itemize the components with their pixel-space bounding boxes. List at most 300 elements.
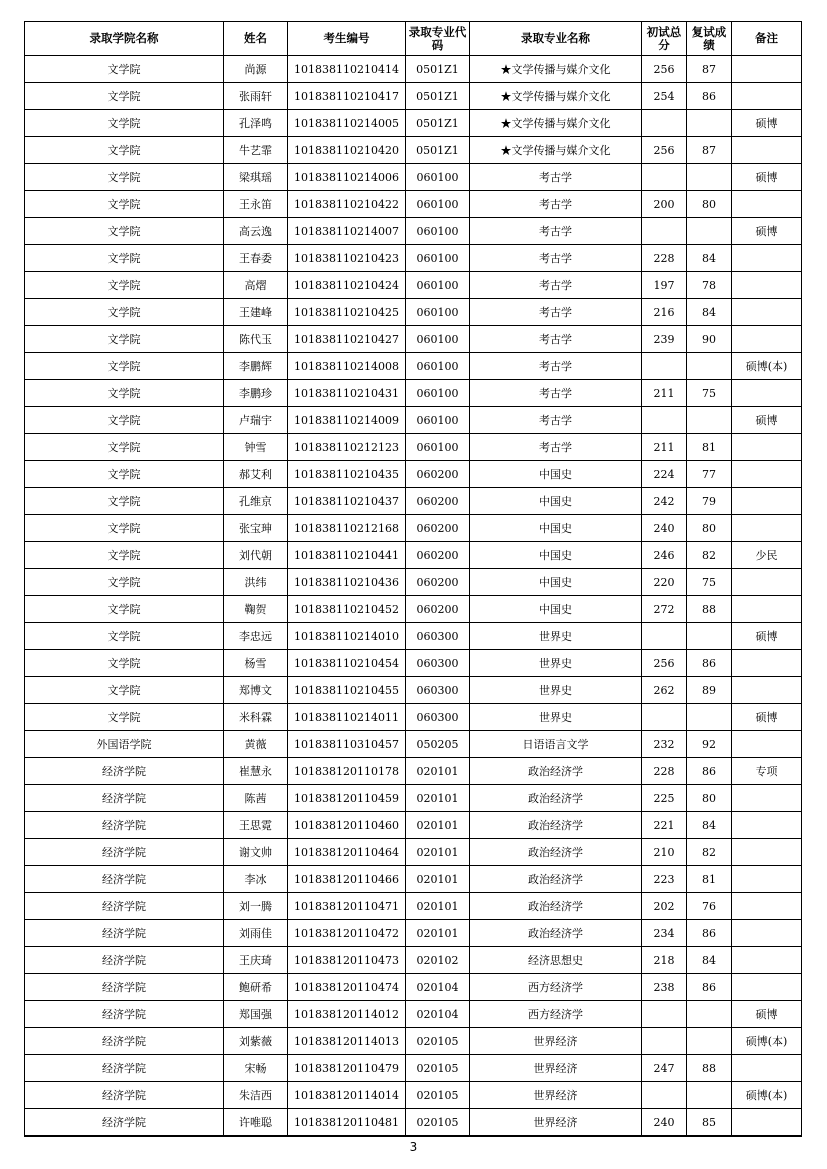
header-remark: 备注 (732, 22, 802, 56)
cell-remark (732, 596, 802, 623)
cell-name: 郑国强 (224, 1001, 288, 1028)
cell-remark: 硕博 (732, 623, 802, 650)
cell-remark (732, 1109, 802, 1137)
cell-remark: 硕博 (732, 407, 802, 434)
cell-major-name: 政治经济学 (470, 893, 642, 920)
cell-major-name: 世界经济 (470, 1055, 642, 1082)
cell-initial-score (642, 1082, 687, 1109)
cell-major-code: 060300 (406, 650, 470, 677)
cell-exam-id: 101838110210435 (288, 461, 406, 488)
table-row (25, 434, 802, 461)
cell-exam-id: 101838110210436 (288, 569, 406, 596)
cell-major-name: 中国史 (470, 596, 642, 623)
cell-retest-score: 86 (687, 758, 732, 785)
table-row (25, 893, 802, 920)
cell-retest-score (687, 407, 732, 434)
cell-retest-score (687, 218, 732, 245)
table-row (25, 866, 802, 893)
cell-name: 刘代朝 (224, 542, 288, 569)
cell-name: 孔泽鸣 (224, 110, 288, 137)
cell-college: 文学院 (25, 110, 224, 137)
cell-initial-score (642, 1028, 687, 1055)
cell-retest-score: 86 (687, 974, 732, 1001)
table-row (25, 704, 802, 731)
cell-major-code: 060100 (406, 353, 470, 380)
cell-name: 黄薇 (224, 731, 288, 758)
cell-major-name: 政治经济学 (470, 758, 642, 785)
cell-major-code: 020105 (406, 1082, 470, 1109)
cell-major-name: 中国史 (470, 515, 642, 542)
table-row (25, 1001, 802, 1028)
cell-name: 张宝珅 (224, 515, 288, 542)
cell-college: 文学院 (25, 83, 224, 110)
cell-name: 尚源 (224, 56, 288, 83)
table-row (25, 758, 802, 785)
cell-major-code: 020101 (406, 839, 470, 866)
cell-name: 谢文帅 (224, 839, 288, 866)
cell-major-name: ★文学传播与媒介文化 (470, 137, 642, 164)
cell-retest-score: 80 (687, 785, 732, 812)
cell-name: 杨雪 (224, 650, 288, 677)
cell-college: 文学院 (25, 623, 224, 650)
cell-major-name: 考古学 (470, 191, 642, 218)
cell-major-name: 世界史 (470, 704, 642, 731)
cell-exam-id: 101838110212123 (288, 434, 406, 461)
cell-initial-score: 256 (642, 137, 687, 164)
cell-initial-score: 232 (642, 731, 687, 758)
cell-major-name: 考古学 (470, 434, 642, 461)
cell-exam-id: 101838110214006 (288, 164, 406, 191)
cell-college: 经济学院 (25, 812, 224, 839)
cell-name: 崔慧永 (224, 758, 288, 785)
cell-college: 经济学院 (25, 1109, 224, 1137)
cell-college: 文学院 (25, 596, 224, 623)
cell-major-code: 020101 (406, 758, 470, 785)
cell-major-name: 考古学 (470, 326, 642, 353)
cell-major-code: 060200 (406, 542, 470, 569)
table-row (25, 164, 802, 191)
cell-exam-id: 101838110210425 (288, 299, 406, 326)
cell-college: 文学院 (25, 245, 224, 272)
cell-name: 高云逸 (224, 218, 288, 245)
cell-initial-score (642, 623, 687, 650)
cell-exam-id: 101838120110459 (288, 785, 406, 812)
cell-remark: 硕博 (732, 110, 802, 137)
cell-college: 经济学院 (25, 839, 224, 866)
cell-exam-id: 101838110210414 (288, 56, 406, 83)
cell-retest-score: 87 (687, 137, 732, 164)
cell-major-name: 考古学 (470, 380, 642, 407)
cell-college: 文学院 (25, 191, 224, 218)
cell-major-code: 020104 (406, 1001, 470, 1028)
table-row (25, 83, 802, 110)
cell-major-name: 世界史 (470, 650, 642, 677)
cell-major-name: 世界经济 (470, 1082, 642, 1109)
cell-remark: 硕博 (732, 704, 802, 731)
cell-name: 鲍研希 (224, 974, 288, 1001)
table-row (25, 1109, 802, 1137)
cell-retest-score (687, 1082, 732, 1109)
cell-exam-id: 101838110210424 (288, 272, 406, 299)
cell-major-name: 中国史 (470, 542, 642, 569)
header-major-name: 录取专业名称 (470, 22, 642, 56)
table-row (25, 110, 802, 137)
cell-name: 李忠远 (224, 623, 288, 650)
header-name: 姓名 (224, 22, 288, 56)
cell-exam-id: 101838120110481 (288, 1109, 406, 1137)
cell-exam-id: 101838110214005 (288, 110, 406, 137)
cell-initial-score: 216 (642, 299, 687, 326)
cell-exam-id: 101838120110473 (288, 947, 406, 974)
cell-college: 文学院 (25, 56, 224, 83)
cell-initial-score: 211 (642, 380, 687, 407)
table-row (25, 785, 802, 812)
cell-exam-id: 101838110210437 (288, 488, 406, 515)
cell-name: 王建峰 (224, 299, 288, 326)
cell-name: 王春委 (224, 245, 288, 272)
cell-initial-score: 228 (642, 245, 687, 272)
cell-retest-score: 81 (687, 434, 732, 461)
table-row (25, 515, 802, 542)
cell-retest-score: 80 (687, 515, 732, 542)
cell-major-code: 020101 (406, 785, 470, 812)
cell-remark (732, 299, 802, 326)
cell-exam-id: 101838110214008 (288, 353, 406, 380)
cell-college: 文学院 (25, 299, 224, 326)
cell-exam-id: 101838120110471 (288, 893, 406, 920)
cell-exam-id: 101838120110479 (288, 1055, 406, 1082)
cell-exam-id: 101838110210422 (288, 191, 406, 218)
cell-initial-score: 210 (642, 839, 687, 866)
cell-name: 米科霖 (224, 704, 288, 731)
cell-initial-score: 228 (642, 758, 687, 785)
table-row (25, 677, 802, 704)
cell-name: 孔维京 (224, 488, 288, 515)
cell-retest-score (687, 1028, 732, 1055)
cell-major-name: 中国史 (470, 461, 642, 488)
cell-remark: 专项 (732, 758, 802, 785)
cell-major-name: 考古学 (470, 353, 642, 380)
cell-initial-score (642, 353, 687, 380)
cell-major-code: 060200 (406, 596, 470, 623)
cell-remark (732, 56, 802, 83)
cell-college: 文学院 (25, 461, 224, 488)
cell-initial-score: 246 (642, 542, 687, 569)
cell-major-code: 050205 (406, 731, 470, 758)
table-row (25, 326, 802, 353)
cell-major-name: 考古学 (470, 164, 642, 191)
cell-initial-score: 223 (642, 866, 687, 893)
cell-retest-score (687, 353, 732, 380)
cell-exam-id: 101838110210431 (288, 380, 406, 407)
cell-remark (732, 893, 802, 920)
cell-major-name: 世界史 (470, 677, 642, 704)
table-row (25, 920, 802, 947)
cell-major-code: 060100 (406, 326, 470, 353)
cell-major-code: 060100 (406, 272, 470, 299)
cell-major-code: 060300 (406, 677, 470, 704)
cell-initial-score: 225 (642, 785, 687, 812)
cell-initial-score: 202 (642, 893, 687, 920)
cell-retest-score: 76 (687, 893, 732, 920)
cell-retest-score: 84 (687, 947, 732, 974)
cell-major-name: 政治经济学 (470, 812, 642, 839)
cell-exam-id: 101838110210452 (288, 596, 406, 623)
cell-retest-score: 75 (687, 569, 732, 596)
cell-remark (732, 920, 802, 947)
cell-exam-id: 101838110210423 (288, 245, 406, 272)
cell-college: 经济学院 (25, 947, 224, 974)
cell-retest-score (687, 704, 732, 731)
cell-major-name: 世界经济 (470, 1109, 642, 1137)
cell-retest-score: 84 (687, 299, 732, 326)
cell-major-code: 060100 (406, 299, 470, 326)
cell-name: 高熠 (224, 272, 288, 299)
cell-major-code: 0501Z1 (406, 83, 470, 110)
cell-remark: 硕博(本) (732, 1082, 802, 1109)
cell-retest-score: 85 (687, 1109, 732, 1137)
cell-name: 李冰 (224, 866, 288, 893)
cell-college: 经济学院 (25, 1001, 224, 1028)
cell-major-name: ★文学传播与媒介文化 (470, 83, 642, 110)
cell-college: 经济学院 (25, 785, 224, 812)
cell-retest-score: 90 (687, 326, 732, 353)
cell-remark (732, 461, 802, 488)
cell-initial-score: 262 (642, 677, 687, 704)
cell-exam-id: 101838110310457 (288, 731, 406, 758)
cell-college: 文学院 (25, 569, 224, 596)
cell-major-code: 020101 (406, 920, 470, 947)
cell-retest-score (687, 1001, 732, 1028)
cell-initial-score: 256 (642, 56, 687, 83)
cell-college: 文学院 (25, 488, 224, 515)
cell-college: 经济学院 (25, 893, 224, 920)
cell-major-name: 世界史 (470, 623, 642, 650)
cell-retest-score: 89 (687, 677, 732, 704)
cell-major-code: 060100 (406, 245, 470, 272)
table-row (25, 137, 802, 164)
cell-name: 郝艾利 (224, 461, 288, 488)
cell-retest-score: 92 (687, 731, 732, 758)
cell-initial-score: 200 (642, 191, 687, 218)
cell-major-name: 考古学 (470, 272, 642, 299)
cell-remark (732, 326, 802, 353)
cell-retest-score: 82 (687, 839, 732, 866)
table-row (25, 218, 802, 245)
cell-initial-score: 220 (642, 569, 687, 596)
cell-college: 经济学院 (25, 1055, 224, 1082)
cell-college: 经济学院 (25, 920, 224, 947)
table-row (25, 1082, 802, 1109)
cell-major-name: 政治经济学 (470, 785, 642, 812)
table-row (25, 299, 802, 326)
cell-major-code: 060100 (406, 407, 470, 434)
cell-major-code: 020101 (406, 812, 470, 839)
cell-exam-id: 101838110214009 (288, 407, 406, 434)
cell-remark (732, 839, 802, 866)
cell-major-name: 经济思想史 (470, 947, 642, 974)
cell-major-code: 060100 (406, 380, 470, 407)
cell-major-code: 020105 (406, 1028, 470, 1055)
cell-retest-score (687, 164, 732, 191)
cell-initial-score: 239 (642, 326, 687, 353)
table-row (25, 245, 802, 272)
cell-exam-id: 101838120114013 (288, 1028, 406, 1055)
cell-major-code: 020105 (406, 1055, 470, 1082)
cell-major-code: 060100 (406, 191, 470, 218)
cell-exam-id: 101838110210454 (288, 650, 406, 677)
cell-major-code: 060100 (406, 434, 470, 461)
cell-major-name: 中国史 (470, 488, 642, 515)
table-row (25, 56, 802, 83)
cell-college: 文学院 (25, 704, 224, 731)
table-row (25, 731, 802, 758)
cell-remark: 硕博(本) (732, 1028, 802, 1055)
cell-name: 王永笛 (224, 191, 288, 218)
cell-major-code: 0501Z1 (406, 137, 470, 164)
admission-table (24, 21, 802, 1137)
cell-name: 王思霓 (224, 812, 288, 839)
cell-college: 外国语学院 (25, 731, 224, 758)
cell-retest-score: 82 (687, 542, 732, 569)
header-major-code: 录取专业代码 (406, 22, 470, 56)
cell-initial-score (642, 218, 687, 245)
cell-exam-id: 101838120110466 (288, 866, 406, 893)
cell-name: 朱洁西 (224, 1082, 288, 1109)
cell-name: 洪纬 (224, 569, 288, 596)
cell-retest-score: 77 (687, 461, 732, 488)
cell-exam-id: 101838120110474 (288, 974, 406, 1001)
header-retest-score: 复试成绩 (687, 22, 732, 56)
cell-major-name: 日语语言文学 (470, 731, 642, 758)
cell-remark (732, 812, 802, 839)
cell-name: 梁琪瑶 (224, 164, 288, 191)
table-row (25, 191, 802, 218)
cell-retest-score: 79 (687, 488, 732, 515)
cell-initial-score: 221 (642, 812, 687, 839)
cell-name: 李鹏珍 (224, 380, 288, 407)
cell-exam-id: 101838110210455 (288, 677, 406, 704)
cell-initial-score (642, 407, 687, 434)
cell-name: 张雨轩 (224, 83, 288, 110)
cell-exam-id: 101838120114012 (288, 1001, 406, 1028)
cell-major-name: 政治经济学 (470, 866, 642, 893)
cell-initial-score: 234 (642, 920, 687, 947)
cell-major-code: 020101 (406, 866, 470, 893)
cell-retest-score: 84 (687, 812, 732, 839)
cell-remark (732, 866, 802, 893)
cell-major-code: 0501Z1 (406, 110, 470, 137)
cell-college: 文学院 (25, 677, 224, 704)
cell-major-code: 060200 (406, 488, 470, 515)
cell-remark: 硕博 (732, 1001, 802, 1028)
cell-exam-id: 101838120110472 (288, 920, 406, 947)
cell-remark (732, 731, 802, 758)
cell-name: 宋畅 (224, 1055, 288, 1082)
cell-major-name: 考古学 (470, 245, 642, 272)
cell-major-name: 政治经济学 (470, 839, 642, 866)
cell-exam-id: 101838110212168 (288, 515, 406, 542)
header-row (25, 22, 802, 56)
table-row (25, 353, 802, 380)
cell-college: 文学院 (25, 380, 224, 407)
cell-college: 经济学院 (25, 758, 224, 785)
table-row (25, 1055, 802, 1082)
table-row (25, 272, 802, 299)
cell-major-code: 020105 (406, 1109, 470, 1137)
cell-major-code: 060100 (406, 218, 470, 245)
cell-initial-score (642, 110, 687, 137)
cell-retest-score: 75 (687, 380, 732, 407)
table-row (25, 623, 802, 650)
cell-major-code: 020102 (406, 947, 470, 974)
cell-retest-score: 78 (687, 272, 732, 299)
cell-name: 王庆琦 (224, 947, 288, 974)
cell-major-code: 020104 (406, 974, 470, 1001)
cell-major-code: 060300 (406, 623, 470, 650)
cell-name: 刘紫薇 (224, 1028, 288, 1055)
cell-remark (732, 488, 802, 515)
cell-initial-score: 211 (642, 434, 687, 461)
cell-name: 卢瑞宇 (224, 407, 288, 434)
cell-remark (732, 245, 802, 272)
table-body (25, 56, 802, 1137)
cell-exam-id: 101838110210417 (288, 83, 406, 110)
cell-major-name: 世界经济 (470, 1028, 642, 1055)
cell-major-code: 020101 (406, 893, 470, 920)
cell-initial-score (642, 164, 687, 191)
cell-college: 经济学院 (25, 1082, 224, 1109)
cell-name: 陈代玉 (224, 326, 288, 353)
cell-remark: 硕博 (732, 218, 802, 245)
cell-retest-score: 88 (687, 1055, 732, 1082)
table-row (25, 947, 802, 974)
cell-exam-id: 101838120110460 (288, 812, 406, 839)
cell-retest-score: 81 (687, 866, 732, 893)
table-row (25, 380, 802, 407)
cell-initial-score: 242 (642, 488, 687, 515)
cell-major-code: 060300 (406, 704, 470, 731)
cell-name: 许唯聪 (224, 1109, 288, 1137)
cell-major-name: 政治经济学 (470, 920, 642, 947)
cell-college: 文学院 (25, 353, 224, 380)
cell-name: 刘一腾 (224, 893, 288, 920)
page-number: 3 (409, 1140, 418, 1154)
header-initial-score: 初试总分 (642, 22, 687, 56)
cell-initial-score: 247 (642, 1055, 687, 1082)
cell-remark (732, 785, 802, 812)
cell-remark (732, 947, 802, 974)
cell-major-name: ★文学传播与媒介文化 (470, 110, 642, 137)
cell-exam-id: 101838110210427 (288, 326, 406, 353)
cell-initial-score: 238 (642, 974, 687, 1001)
cell-initial-score: 272 (642, 596, 687, 623)
cell-retest-score (687, 110, 732, 137)
cell-initial-score: 218 (642, 947, 687, 974)
cell-exam-id: 101838110214007 (288, 218, 406, 245)
cell-remark (732, 137, 802, 164)
cell-college: 经济学院 (25, 866, 224, 893)
cell-name: 鞠贺 (224, 596, 288, 623)
cell-major-name: 考古学 (470, 299, 642, 326)
cell-retest-score: 86 (687, 920, 732, 947)
cell-college: 文学院 (25, 326, 224, 353)
cell-initial-score (642, 1001, 687, 1028)
cell-college: 经济学院 (25, 974, 224, 1001)
cell-remark (732, 677, 802, 704)
cell-name: 李鹏辉 (224, 353, 288, 380)
cell-college: 文学院 (25, 137, 224, 164)
